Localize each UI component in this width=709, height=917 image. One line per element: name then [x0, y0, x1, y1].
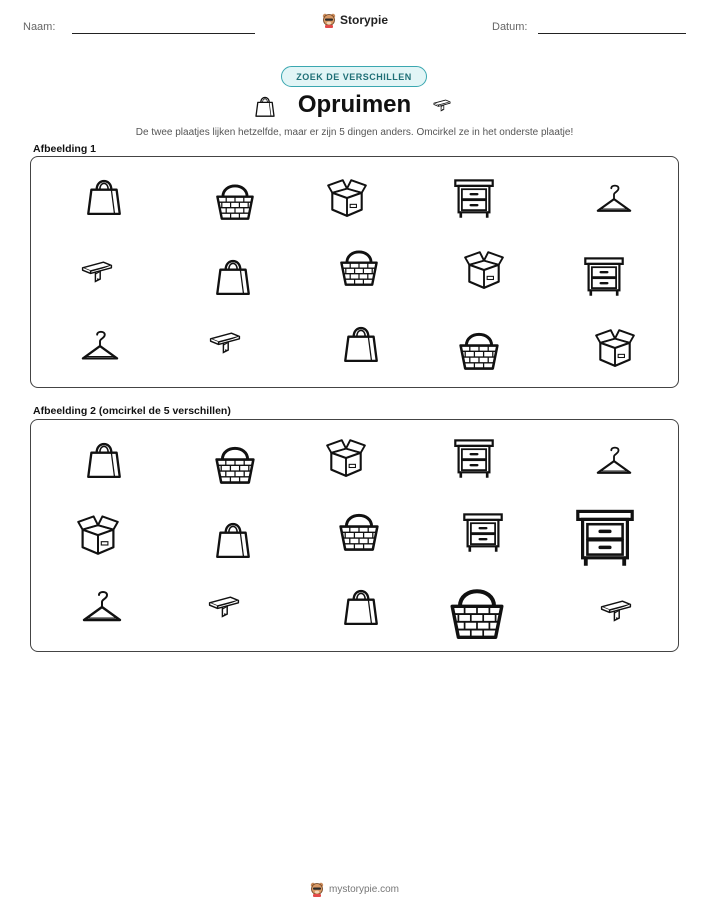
brand-name: Storypie — [340, 13, 389, 27]
shopping-bag-icon[interactable] — [83, 434, 125, 484]
clothes-hanger-icon[interactable] — [588, 444, 640, 480]
laundry-basket-icon[interactable] — [446, 578, 508, 644]
wall-shelf-icon — [200, 326, 250, 358]
cardboard-box-icon[interactable] — [323, 436, 369, 478]
wall-shelf-icon[interactable] — [198, 590, 250, 622]
picture2-label: Afbeelding 2 (omcirkel de 5 verschillen) — [33, 405, 231, 417]
laundry-basket-icon — [212, 178, 258, 222]
cardboard-box-icon — [461, 248, 507, 290]
wall-shelf-icon — [72, 255, 122, 287]
cardboard-box-icon — [592, 326, 638, 368]
instructions: De twee plaatjes lijken hetzelfde, maar er zijn 5 dingen anders. Omcirkel ze in het onderste plaatje! — [135, 127, 574, 138]
shopping-bag-icon — [340, 318, 382, 368]
laundry-basket-icon — [456, 326, 502, 372]
bear-mascot-icon — [322, 12, 336, 28]
footer — [0, 881, 709, 897]
date-label: Datum: — [492, 21, 528, 33]
cardboard-box-icon — [324, 176, 370, 218]
nightstand-icon — [450, 176, 498, 220]
clothes-hanger-icon — [588, 182, 640, 218]
name-label: Naam: — [23, 21, 56, 33]
laundry-basket-icon[interactable] — [336, 507, 382, 553]
date-field-line[interactable] — [538, 33, 686, 34]
brand-logo — [322, 12, 388, 28]
clothes-hanger-icon — [74, 328, 126, 366]
nightstand-icon[interactable] — [460, 510, 506, 554]
picture1-label: Afbeelding 1 — [33, 143, 97, 155]
shopping-bag-icon — [212, 251, 254, 301]
laundry-basket-icon[interactable] — [212, 440, 258, 486]
cardboard-box-icon[interactable] — [74, 512, 122, 556]
name-field-line[interactable] — [72, 33, 255, 34]
shopping-bag-icon[interactable] — [340, 580, 382, 632]
nightstand-icon[interactable] — [570, 505, 640, 569]
wall-shelf-icon — [426, 96, 458, 114]
page-title: Opruimen — [297, 91, 412, 118]
wall-shelf-icon[interactable] — [590, 594, 642, 626]
nightstand-icon[interactable] — [450, 436, 498, 480]
footer-url: mystorypie.com — [328, 883, 399, 895]
shopping-bag-icon — [83, 172, 125, 220]
laundry-basket-icon — [336, 244, 382, 288]
shopping-bag-icon[interactable] — [212, 514, 254, 564]
activity-badge: ZOEK DE VERSCHILLEN — [281, 66, 427, 87]
clothes-hanger-icon[interactable] — [76, 588, 128, 628]
nightstand-icon — [580, 254, 628, 298]
bear-mascot-icon — [310, 881, 324, 897]
